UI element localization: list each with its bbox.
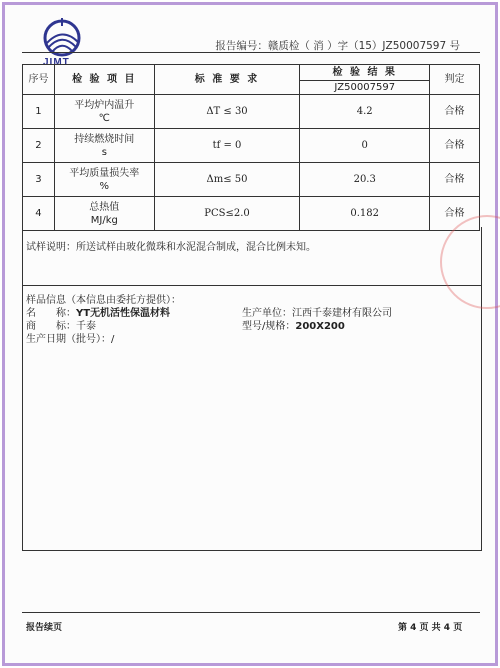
note-box (22, 227, 482, 286)
row-seq: 2 (23, 129, 55, 163)
row-standard: ΔT ≤ 30 (154, 95, 300, 129)
row-item (54, 129, 154, 163)
row-standard: PCS≤2.0 (154, 197, 300, 231)
footer-continuation: 报告续页 (26, 623, 63, 633)
sample-model-label: 型号/规格： (242, 321, 296, 332)
item-unit: % (99, 180, 110, 192)
row-seq: 4 (23, 197, 55, 231)
sample-info-title: 样品信息（本信息由委托方提供）： (26, 295, 181, 306)
sample-name-value: YT无机活性保温材料 (76, 308, 171, 319)
header-result-sub: JZ50007597 (300, 81, 430, 95)
item-unit: s (101, 146, 107, 158)
sample-model-value: 200X200 (295, 321, 345, 332)
row-result: 0.182 (300, 197, 430, 231)
footer-page-number: 第 4 页 共 4 页 (398, 623, 463, 633)
item-name: 平均质量损失率 (69, 167, 140, 179)
sample-note: 试样说明：所送试样由玻化微珠和水泥混合制成，混合比例未知。 (26, 242, 316, 253)
header-result: 检 验 结 果 (300, 65, 430, 81)
item-unit: ℃ (98, 112, 110, 124)
row-result: 20.3 (300, 163, 430, 197)
sample-maker-label: 生产单位： (242, 308, 292, 319)
header-standard: 标 准 要 求 (154, 65, 300, 95)
table-row (23, 197, 480, 231)
row-result: 4.2 (300, 95, 430, 129)
item-name: 持续燃烧时间 (74, 133, 135, 145)
header-seq: 序号 (23, 65, 55, 95)
row-verdict: 合格 (430, 95, 480, 129)
row-verdict: 合格 (430, 197, 480, 231)
row-standard: Δm≤ 50 (154, 163, 300, 197)
item-name: 平均炉内温升 (74, 99, 135, 111)
sample-name-label: 名 称： (26, 308, 76, 319)
sample-brand-label: 商 标： (26, 321, 76, 332)
sample-date-row (26, 330, 114, 345)
header-item: 检 验 项 目 (54, 65, 154, 95)
row-verdict: 合格 (430, 129, 480, 163)
sample-model-row (242, 317, 345, 332)
table-row (23, 95, 480, 129)
row-verdict: 合格 (430, 163, 480, 197)
item-unit: MJ/kg (90, 214, 118, 226)
table-row (23, 129, 480, 163)
row-item (54, 95, 154, 129)
sample-brand-value: 千泰 (76, 321, 96, 332)
sample-date-value: / (111, 334, 115, 345)
row-seq: 1 (23, 95, 55, 129)
row-seq: 3 (23, 163, 55, 197)
footer-rule (22, 612, 480, 613)
item-name: 总热值 (89, 201, 120, 213)
header-verdict: 判定 (430, 65, 480, 95)
table-row (23, 163, 480, 197)
row-item (54, 197, 154, 231)
row-result: 0 (300, 129, 430, 163)
row-item (54, 163, 154, 197)
row-standard: tf = 0 (154, 129, 300, 163)
sample-date-label: 生产日期（批号）： (26, 334, 111, 345)
results-table (22, 64, 480, 231)
sample-maker-value: 江西千泰建材有限公司 (292, 308, 392, 319)
logo-text: JIMT (43, 57, 70, 68)
header-rule (22, 52, 480, 53)
report-number: 报告编号：赣质检（ 消 ）字（15）JZ50007597 号 (215, 40, 460, 52)
